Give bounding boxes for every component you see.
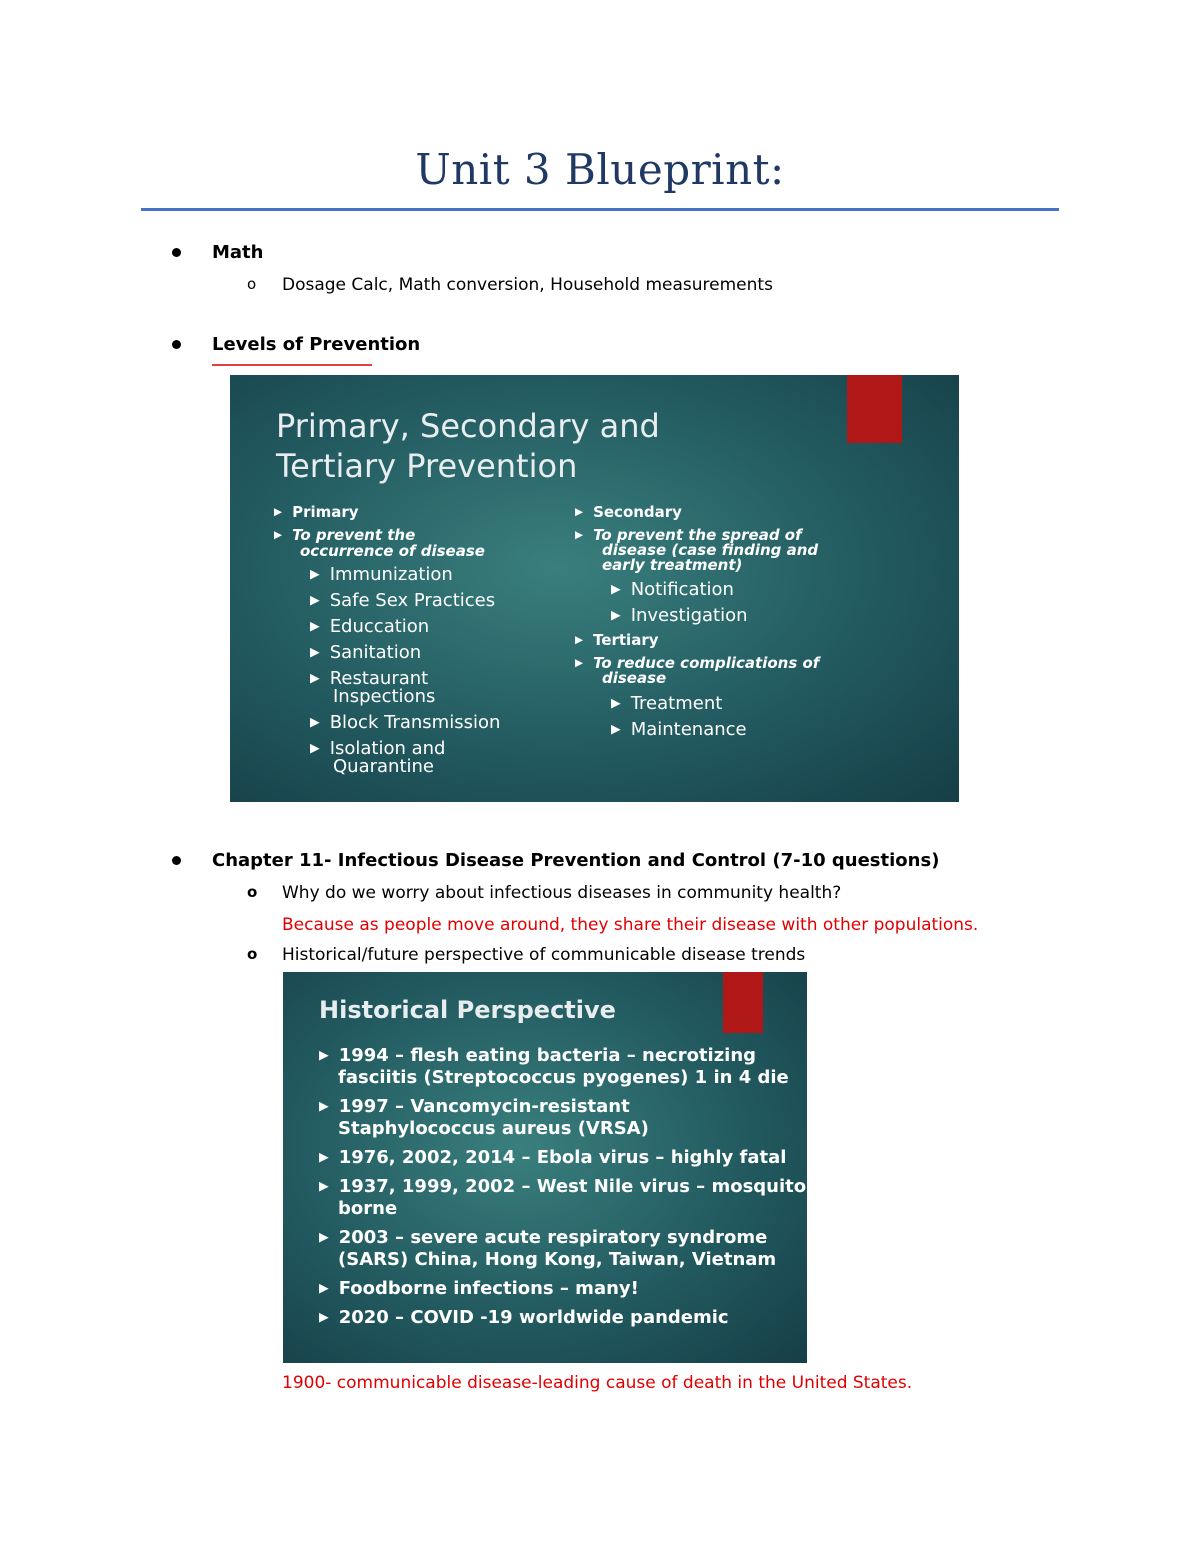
historical-line: ▶ 1937, 1999, 2002 – West Nile virus – mosquito [319, 1176, 806, 1197]
primary-item: Quarantine [333, 756, 434, 777]
title-underline [141, 208, 1059, 211]
primary-item: ▶ Educcation [310, 616, 429, 637]
slide-title-line1: Primary, Secondary and [276, 407, 660, 445]
page-title: Unit 3 Blueprint: [415, 145, 785, 194]
historical-line: ▶ 2003 – severe acute respiratory syndrome [319, 1227, 767, 1248]
circle-bullet-icon: o [247, 945, 258, 963]
primary-item: ▶ Safe Sex Practices [310, 590, 495, 611]
historical-slide-image [283, 972, 807, 1363]
tertiary-item: ▶ Treatment [611, 693, 722, 714]
secondary-goal-line1: ▶ To prevent the spread of [575, 526, 802, 544]
primary-item: ▶ Isolation and [310, 738, 445, 759]
historical-line: ▶ 1994 – flesh eating bacteria – necrotizing [319, 1045, 756, 1066]
slide-accent-block [723, 972, 763, 1033]
primary-goal-line1: ▶ To prevent the [274, 526, 415, 544]
historical-line: ▶ 2020 – COVID -19 worldwide pandemic [319, 1307, 729, 1328]
slide-title-line2: Tertiary Prevention [276, 447, 578, 485]
bullet-icon [172, 856, 181, 865]
primary-goal-line2: occurrence of disease [300, 542, 485, 560]
question-text: Why do we worry about infectious diseases in community health? [282, 883, 842, 903]
slide-accent-block [847, 375, 902, 443]
primary-item: ▶ Immunization [310, 564, 453, 585]
chapter11-heading: Chapter 11- Infectious Disease Prevention and Control (7-10 questions) [212, 850, 940, 871]
tertiary-goal-line1: ▶ To reduce complications of [575, 654, 819, 672]
historical-slide-title: Historical Perspective [319, 996, 616, 1024]
primary-item: Inspections [333, 686, 436, 707]
bullet-icon [172, 340, 181, 349]
math-heading: Math [212, 242, 264, 263]
tertiary-label: ▶ Tertiary [575, 631, 659, 649]
tertiary-goal-line2: disease [602, 669, 667, 687]
math-item-text: Dosage Calc, Math conversion, Household measurements [282, 275, 773, 295]
primary-item: ▶ Block Transmission [310, 712, 500, 733]
primary-item: ▶ Sanitation [310, 642, 421, 663]
prevention-heading: Levels of Prevention [212, 334, 421, 355]
primary-item: ▶ Restaurant [310, 668, 428, 689]
secondary-item: ▶ Investigation [611, 605, 748, 626]
primary-label: ▶ Primary [274, 503, 359, 521]
answer-text: Because as people move around, they share their disease with other populations. [282, 915, 979, 935]
circle-bullet-icon: o [247, 883, 258, 901]
note-text: 1900- communicable disease-leading cause of death in the United States. [282, 1373, 913, 1393]
historical-line: ▶ 1976, 2002, 2014 – Ebola virus – highly fatal [319, 1147, 786, 1168]
red-markup-line [212, 364, 372, 366]
question-text: Historical/future perspective of communicable disease trends [282, 945, 806, 965]
historical-line: borne [338, 1198, 398, 1219]
secondary-goal-line2: disease (case finding and [602, 541, 819, 559]
secondary-goal-line3: early treatment) [602, 556, 743, 574]
circle-bullet-icon: o [247, 275, 257, 293]
prevention-slide-image [230, 375, 959, 802]
tertiary-item: ▶ Maintenance [611, 719, 747, 740]
historical-line: (SARS) China, Hong Kong, Taiwan, Vietnam [338, 1249, 777, 1270]
historical-line: fasciitis (Streptococcus pyogenes) 1 in 4 die [338, 1067, 789, 1088]
secondary-item: ▶ Notification [611, 579, 734, 600]
historical-line: ▶ 1997 – Vancomycin-resistant [319, 1096, 630, 1117]
historical-line: Staphylococcus aureus (VRSA) [338, 1118, 649, 1139]
secondary-label: ▶ Secondary [575, 503, 682, 521]
historical-line: ▶ Foodborne infections – many! [319, 1278, 639, 1299]
bullet-icon [172, 248, 181, 257]
